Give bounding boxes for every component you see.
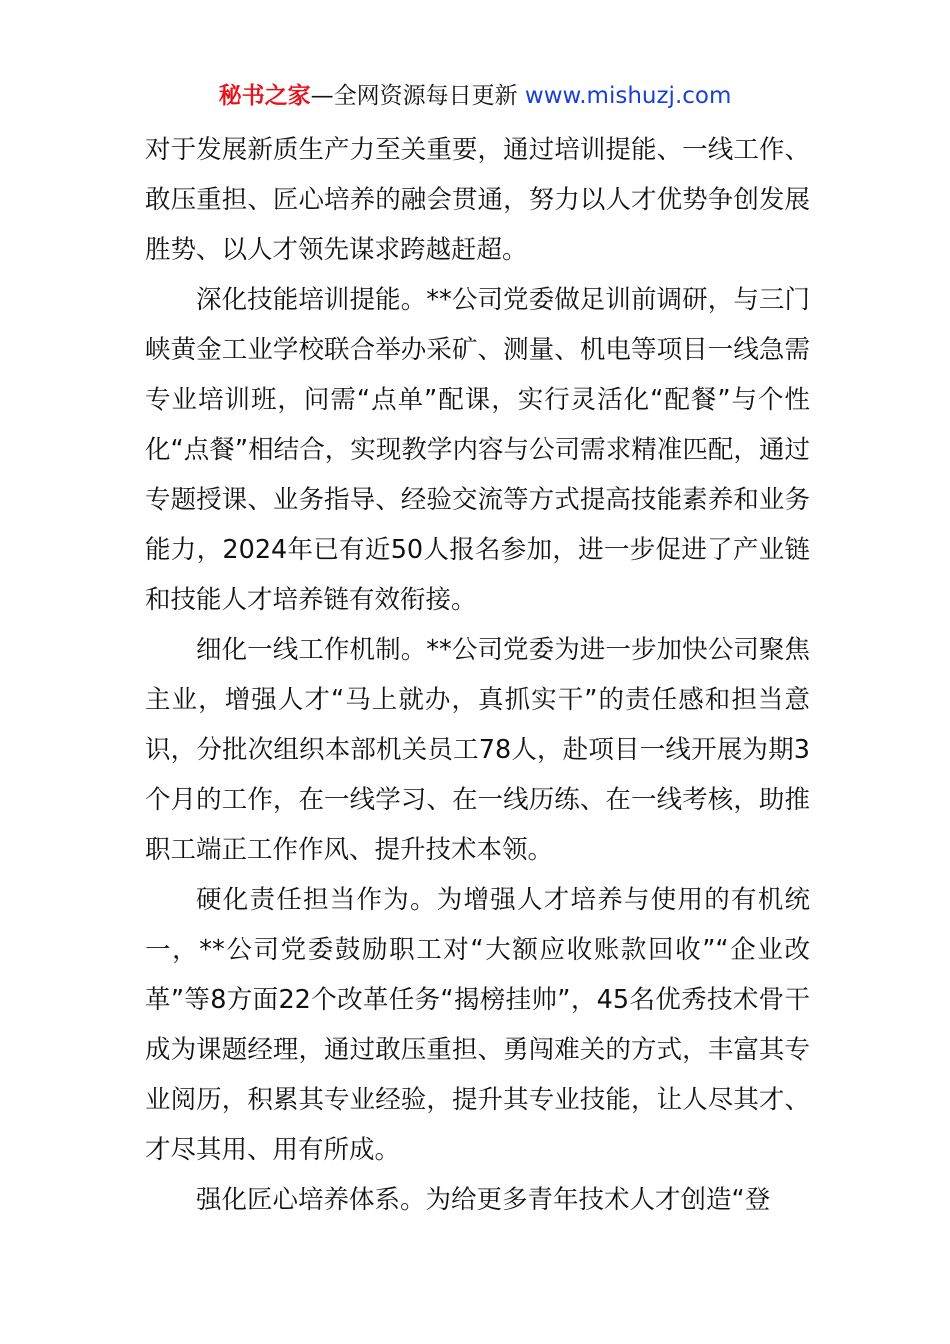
site-url-link[interactable]: www.mishuzj.com <box>524 83 732 109</box>
paragraph-responsibility: 硬化责任担当作为。为增强人才培养与使用的有机统一，**公司党委鼓励职工对“大额应收账款回收”“企业改革”等8方面22个改革任务“揭榜挂帅”，45名优秀技术骨干成为课题经理，通过敢压重担、勇闯难关的方式，丰富其专业阅历，积累其专业经验，提升其专业技能，让人尽其才、才尽其用、用有所成。 <box>145 885 810 1165</box>
site-brand: 秘书之家 <box>218 83 311 109</box>
site-tagline: —全网资源每日更新 <box>310 83 525 109</box>
paragraph-frontline-work: 细化一线工作机制。**公司党委为进一步加快公司聚焦主业，增强人才“马上就办，真抓实干”的责任感和担当意识，分批次组织本部机关员工78人，赴项目一线开展为期3个月的工作，在一线学习、在一线历练、在一线考核，助推职工端正工作作风、提升技术本领。 <box>145 635 810 865</box>
paragraph-skill-training: 深化技能培训提能。**公司党委做足训前调研，与三门峡黄金工业学校联合举办采矿、测量、机电等项目一线急需专业培训班，问需“点单”配课，实行灵活化“配餐”与个性化“点餐”相结合，实现教学内容与公司需求精准匹配，通过专题授课、业务指导、经验交流等方式提高技能素养和业务能力，2024年已有近50人报名参加，进一步促进了产业链和技能人才培养链有效衔接。 <box>145 285 810 615</box>
paragraph-craftsman-system: 强化匠心培养体系。为给更多青年技术人才创造“登 <box>196 1185 771 1215</box>
document-body <box>145 125 810 1225</box>
page-header <box>0 80 950 112</box>
paragraph-intro-continuation: 对于发展新质生产力至关重要，通过培训提能、一线工作、敢压重担、匠心培养的融会贯通，努力以人才优势争创发展胜势、以人才领先谋求跨越赶超。 <box>145 135 810 265</box>
